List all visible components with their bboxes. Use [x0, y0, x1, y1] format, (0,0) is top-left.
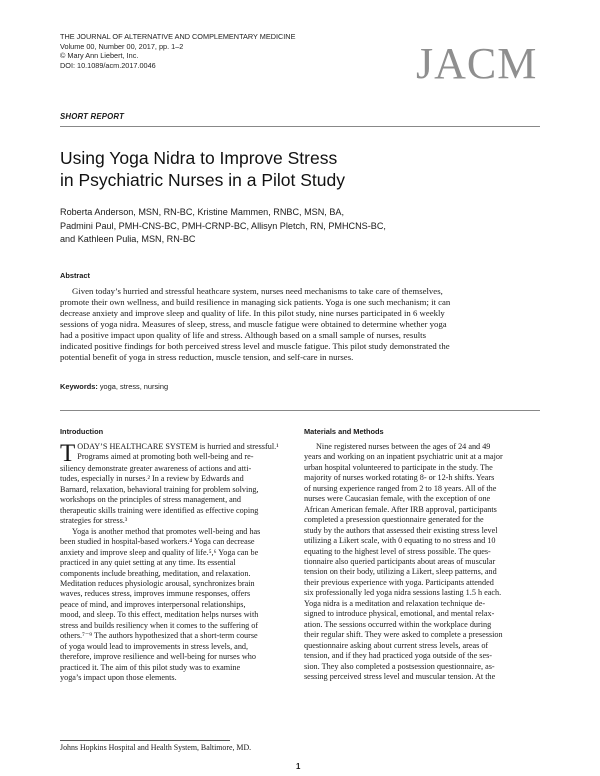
intro-line	[60, 442, 296, 452]
methods-line: Yoga nidra is a meditation and relaxation technique de-	[304, 598, 486, 608]
footnote-divider	[60, 740, 230, 741]
intro-line: yoga’s impact upon those elements.	[60, 673, 177, 683]
intro-line: practiced in any quiet setting at any time. Its essential	[60, 558, 236, 568]
intro-line: tudes, especially in nurses.² In a review by Edwards and	[60, 474, 244, 484]
intro-line: waves, reduces stress, improves immune responses, offers	[60, 589, 251, 599]
abstract-line: Given today’s hurried and stressful heathcare system, nurses need mechanisms to take care of themselves,	[72, 286, 443, 296]
intro-line: stress and builds resiliency when it comes to the suffering of	[60, 620, 259, 630]
doi-line: DOI: 10.1089/acm.2017.0046	[60, 60, 156, 70]
intro-line: others.⁷⁻⁹ The authors hypothesized that a short-term course	[60, 631, 258, 641]
intro-line: therapeutic skills training were identified as effective coping	[60, 505, 259, 515]
intro-lead-rest: is hurried and stressful.¹	[197, 442, 279, 451]
authors-line-2: Padmini Paul, PMH-CNS-BC, PMH-CRNP-BC, Allisyn Pletch, RN, PMHCNS-BC,	[60, 220, 386, 231]
abstract-line: had a positive impact upon quality of life and stress. Although based on a small sample of nurses, results	[60, 330, 426, 340]
methods-line: African American female. After IRB approval, participants	[304, 504, 497, 514]
methods-line: their regular shift. They were asked to complete a presession	[304, 630, 503, 640]
methods-line: utilizing a Likert scale, with 0 equating to no stress and 10	[304, 536, 496, 546]
intro-line: Yoga is another method that promotes well-being and has	[72, 526, 261, 536]
abstract-line: promote their own wellness, and build resilience in managing sick patients. Yoga is one such mechanism; it can	[60, 297, 451, 307]
introduction-heading: Introduction	[60, 427, 104, 436]
keywords	[60, 382, 168, 391]
intro-line: strategies for stress.³	[60, 516, 128, 526]
methods-line: questionnaire asking about current stress levels, areas of	[304, 640, 489, 650]
title-line-1: Using Yoga Nidra to Improve Stress	[60, 148, 338, 168]
abstract-line: sessions of yoga nidra. Measures of sleep, stress, and muscle fatigue were obtained to determine whether yoga	[60, 319, 447, 329]
intro-line: been studied in hospital-based workers.⁴ Yoga can decrease	[60, 537, 255, 547]
intro-lead-smallcaps: ODAY’S HEALTHCARE SYSTEM	[77, 442, 198, 451]
authors-line-3: and Kathleen Pulia, MSN, RN-BC	[60, 234, 196, 244]
introduction-column	[60, 442, 296, 684]
methods-column	[304, 442, 540, 682]
methods-line: nurses were Caucasian female, with the exception of one	[304, 494, 491, 504]
intro-line: components include breathing, meditation, and relaxation.	[60, 568, 251, 578]
page-number: 1	[296, 762, 301, 771]
intro-line: Meditation reduces physiologic arousal, synchronizes brain	[60, 578, 255, 588]
abstract-line: indicated positive findings for both perceived stress level and muscle fatigue. This pilot study demonstrated the	[60, 341, 450, 351]
keywords-value: yoga, stress, nursing	[99, 382, 169, 391]
intro-line: of yoga would lead to improvements in stress levels, and,	[60, 641, 249, 651]
affiliation-footnote: Johns Hopkins Hospital and Health System, Baltimore, MD.	[60, 743, 252, 752]
intro-line: Programs aimed at promoting both well-being and re-	[77, 452, 254, 462]
copyright-line: © Mary Ann Liebert, Inc.	[60, 51, 139, 61]
article-type-label: SHORT REPORT	[60, 112, 125, 121]
methods-line: of nursing experience ranged from 2 to 18 years. All of the	[304, 483, 497, 493]
methods-line: ation. The sessions occurred within the workplace during	[304, 619, 492, 629]
journal-logo-text: JACM	[416, 39, 538, 86]
methods-line: sessing perceived stress level and muscular tension. At the	[304, 671, 496, 681]
authors-line-1: Roberta Anderson, MSN, RN-BC, Kristine Mammen, RNBC, MSN, BA,	[60, 207, 345, 217]
journal-logo-graphic	[414, 36, 540, 86]
methods-line: six professionally led yoga nidra sessions lasting 1.5 h each.	[304, 588, 502, 598]
volume-line: Volume 00, Number 00, 2017, pp. 1–2	[60, 41, 184, 51]
keywords-label: Keywords:	[60, 382, 98, 391]
methods-line: Nine registered nurses between the ages of 24 and 49	[316, 442, 491, 451]
abstract-heading: Abstract	[60, 271, 90, 280]
intro-line: workshops on the principles of stress management, and	[60, 495, 241, 505]
abstract-text	[60, 286, 540, 363]
intro-line: peace of mind, and improves interpersonal relationships,	[60, 599, 246, 609]
intro-line: mood, and sleep. To this effect, meditation helps nurses with	[60, 610, 259, 620]
article-title	[60, 147, 530, 191]
methods-line: their previous experience with yoga. Participants attended	[304, 577, 494, 587]
intro-line: therefore, improve resilience and well-being for nurses who	[60, 652, 256, 662]
section-divider	[60, 126, 540, 127]
author-list	[60, 206, 540, 247]
intro-line: anxiety and improve sleep and quality of life.⁵,⁶ Yoga can be	[60, 547, 259, 557]
methods-line: majority of nurses worked rotating 8- or 12-h shifts. Years	[304, 473, 495, 483]
journal-logo	[414, 36, 540, 86]
drop-cap: T	[60, 440, 76, 467]
abstract-line: decrease anxiety and improve sleep and quality of life. In this pilot study, nine nurses participated in 6 weekly	[60, 308, 445, 318]
methods-line: study by the authors that assessed their existing stress level	[304, 525, 498, 535]
journal-header	[60, 32, 390, 70]
title-line-2: in Psychiatric Nurses in a Pilot Study	[60, 170, 345, 190]
abstract-line: potential benefit of yoga in stress reduction, muscle tension, and self-care in nurses.	[60, 352, 354, 362]
methods-line: years and working on an inpatient psychiatric unit at a major	[304, 452, 503, 462]
methods-heading: Materials and Methods	[304, 427, 384, 436]
body-divider	[60, 410, 540, 411]
methods-line: signed to introduce physical, emotional, and mental relax-	[304, 609, 495, 619]
methods-line: equating to the highest level of stress possible. The ques-	[304, 546, 491, 556]
intro-line: siliency demonstrate greater awareness of actions and atti-	[60, 464, 252, 473]
methods-line: sion. They also completed a postsession questionnaire, as-	[304, 661, 495, 671]
journal-name: THE JOURNAL OF ALTERNATIVE AND COMPLEMENTARY MEDICINE	[60, 32, 296, 41]
methods-line: tionnaire also queried participants about areas of muscular	[304, 556, 496, 566]
intro-line: Barnard, relaxation, behavioral training for problem solving,	[60, 484, 259, 494]
methods-line: tension, and if they had practiced yoga outside of the ses-	[304, 651, 493, 661]
methods-line: tension on their body, utilizing a Likert, sleep patterns, and	[304, 567, 497, 577]
methods-line: urban hospital volunteered to participate in the study. The	[304, 462, 493, 472]
intro-line: practiced it. The aim of this pilot study was to examine	[60, 662, 241, 672]
methods-line: completed a presession questionnaire generated for the	[304, 515, 484, 525]
